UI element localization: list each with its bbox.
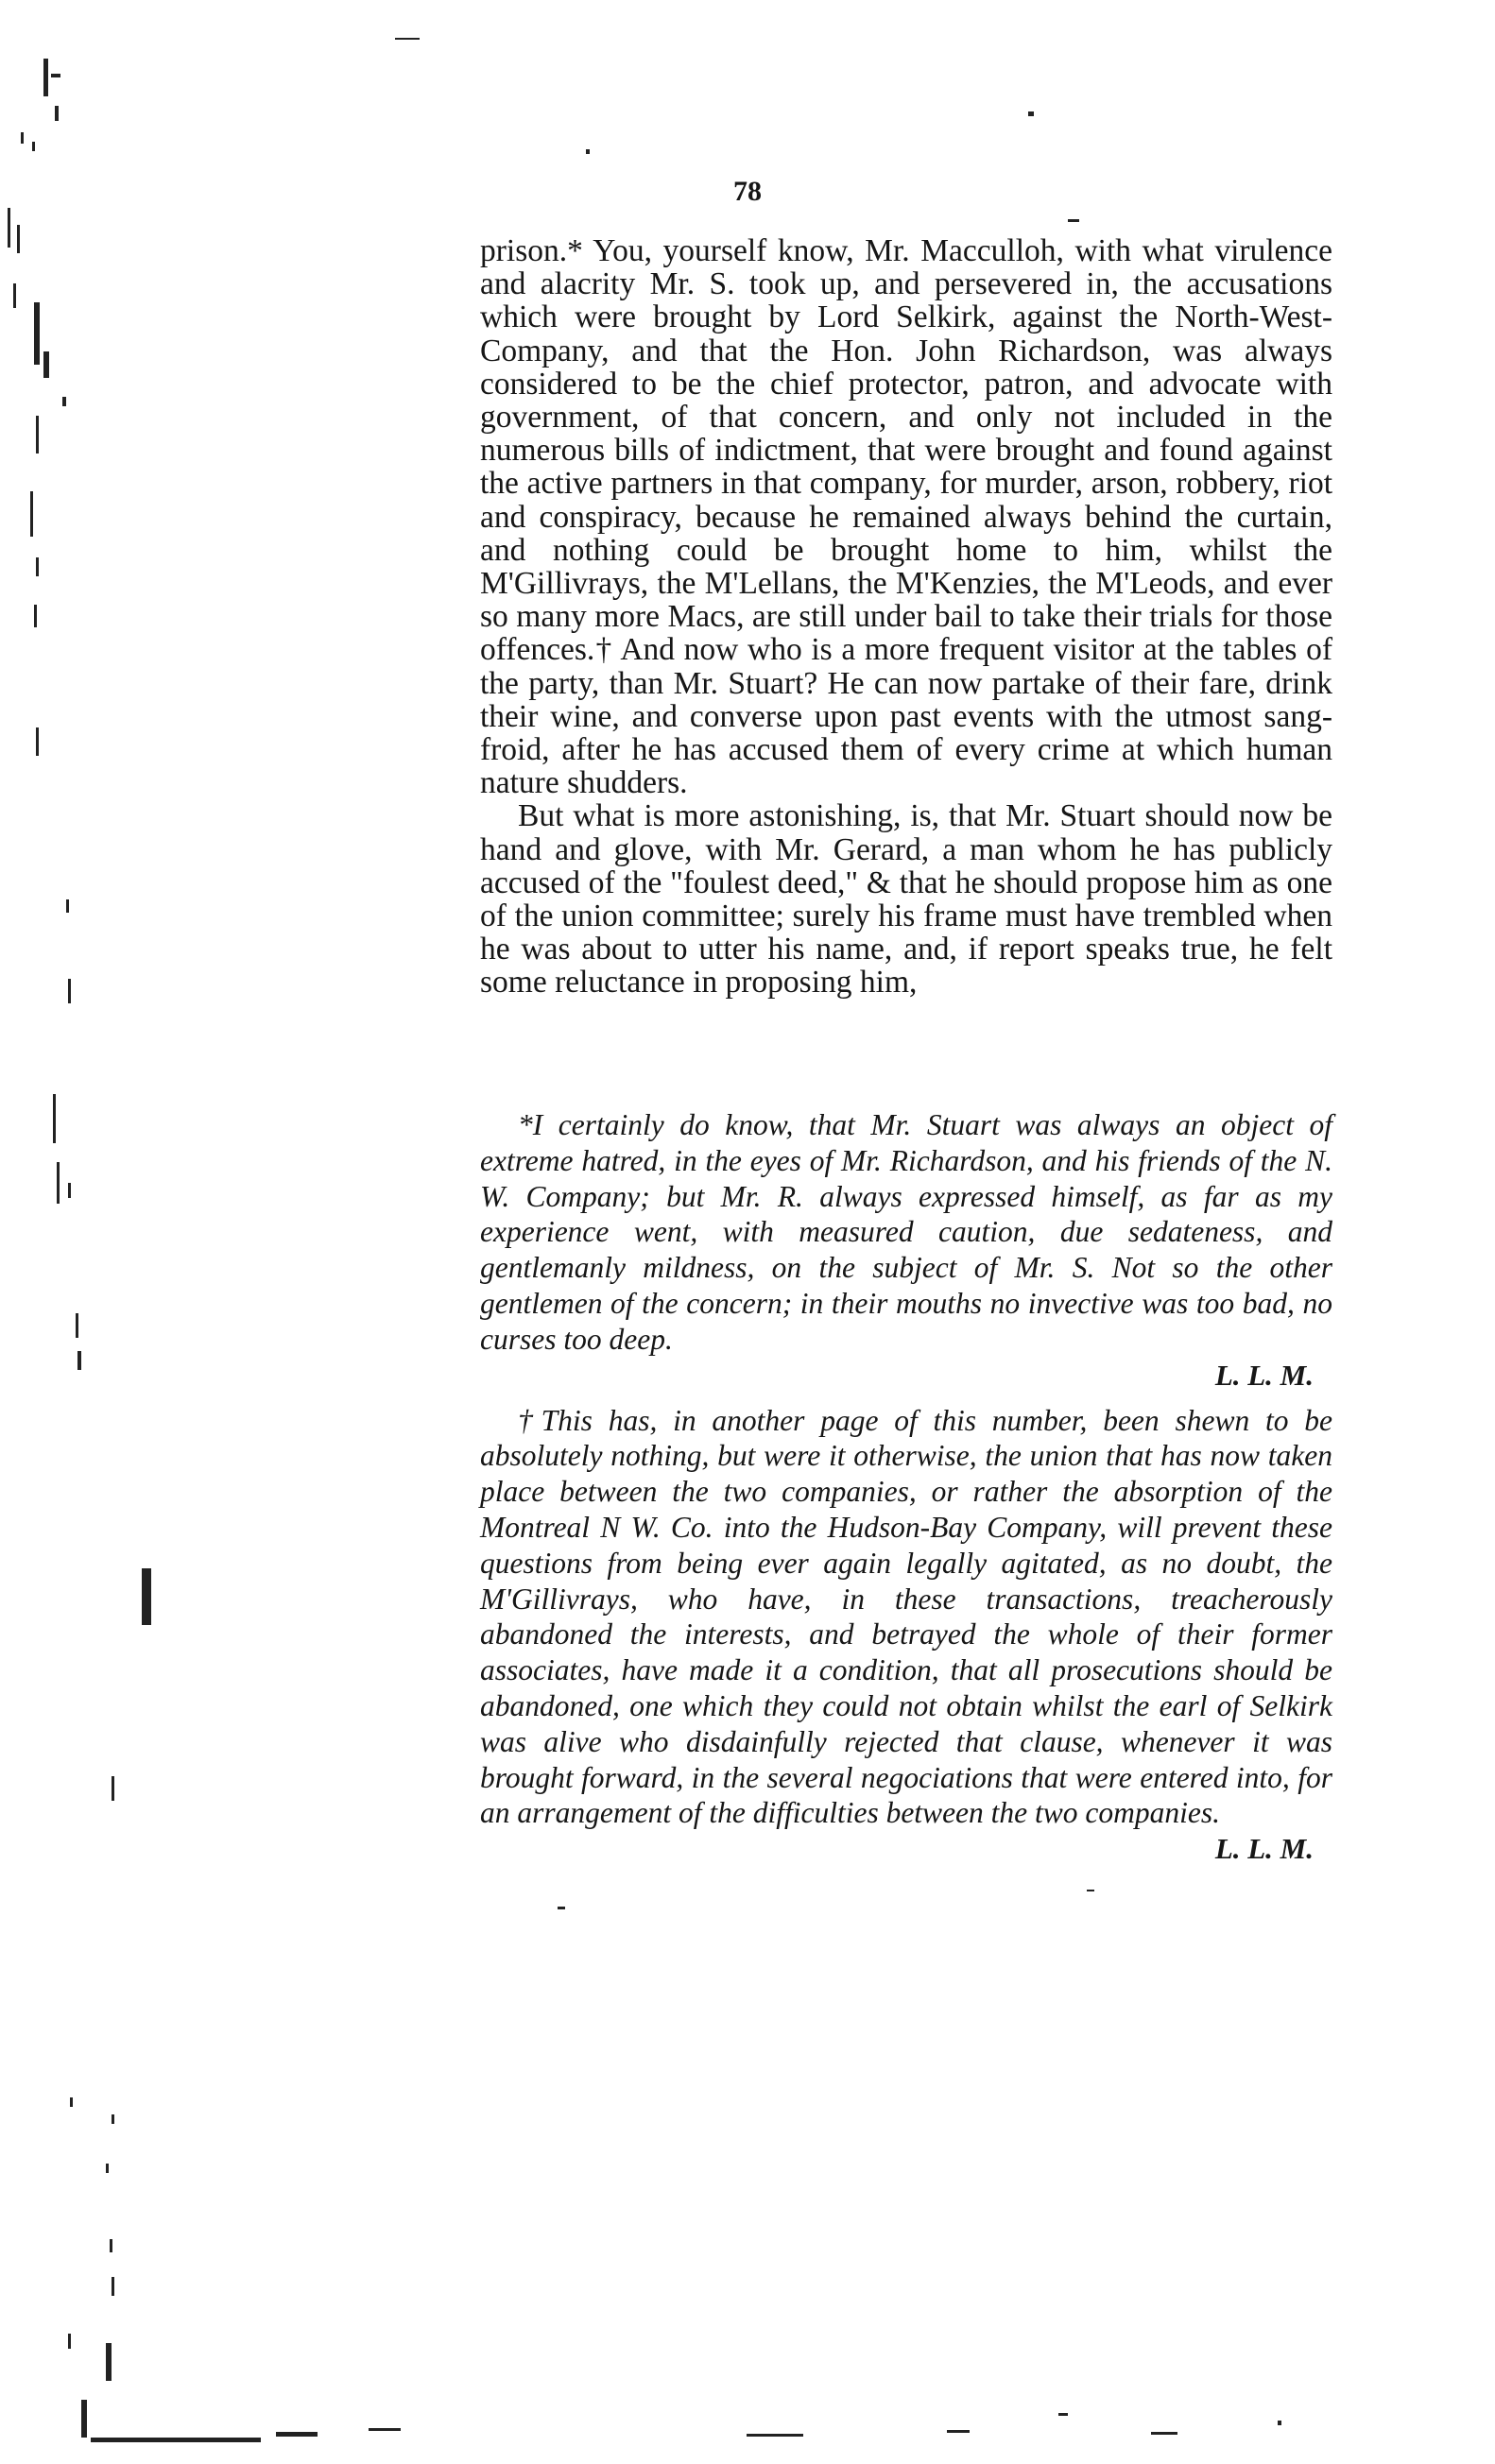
body-paragraph-2: But what is more astonishing, is, that Mr. Stuart should now be hand and glove, with Mr. Gerard, a man whom he has publicly accused of the "foulest deed," & that he should propose him as one of the union committee; surely his frame must have trembled when he was about to utter his name, and, if report speaks true, he felt some reluctance in proposing him, bbox=[480, 798, 1332, 1001]
footnotes bbox=[480, 1107, 1332, 1867]
footnote-signature: L. L. M. bbox=[1214, 1358, 1314, 1392]
footnote-signature: L. L. M. bbox=[1214, 1832, 1314, 1866]
footnote-dagger bbox=[480, 1403, 1332, 1868]
footnote-text: *I certainly do know, that Mr. Stuart was always an object of extreme hatred, in the eyes of Mr. Richardson, and his friends of the N. W. Company; but Mr. R. always expressed himself, as far as my experience went, with measured caution, due sedateness, and gentlemanly mildness, on the subject of Mr. S. Not so the other gentlemen of the concern; in their mouths no invective was too bad, no curses too deep. bbox=[480, 1108, 1332, 1356]
footnote-text: †This has, in another page of this number, been shewn to be absolutely nothing, but were it otherwise, the union that has now taken place between the two companies, or rather the absorption of the Montreal N W. Co. into the Hudson-Bay Company, will prevent these questions from being ever again legally agitated, as no doubt, the M'Gillivrays, who have, in these transactions, treacherously abandoned the interests, and betrayed the whole of their former associates, have made it a condition, that all prosecutions should be abandoned, one which they could not obtain whilst the earl of Selkirk was alive who disdainfully rejected that clause, whenever it was brought forward, in the several negociations that were entered into, for an arrangement of the difficulties between the two companies. bbox=[480, 1403, 1332, 1830]
footnote-asterisk bbox=[480, 1107, 1332, 1394]
page-number: 78 bbox=[733, 176, 762, 207]
body-paragraph-1: prison.* You, yourself know, Mr. Macculloh, with what virulence and alacrity Mr. S. took up, and persevered in, the accusations which were brought by Lord Selkirk, against the North-West-Company, and that the Hon. John Richardson, was always considered to be the chief protector, patron, and advocate with government, of that concern, and only not included in the numerous bills of indictment, that were brought and found against the active partners in that company, for murder, arson, robbery, riot and conspiracy, because he remained always behind the curtain, and nothing could be brought home to him, whilst the M'Gillivrays, the M'Lellans, the M'Kenzies, the M'Leods, and ever so many more Macs, are still under bail to take their trials for those offences.† And now who is a more frequent visitor at the tables of the party, than Mr. Stuart? He can now partake of their fare, drink their wine, and converse upon past events with the utmost sang-froid, after he has accused them of every crime at which human nature shudders. bbox=[480, 233, 1332, 801]
main-text bbox=[480, 234, 1332, 1000]
